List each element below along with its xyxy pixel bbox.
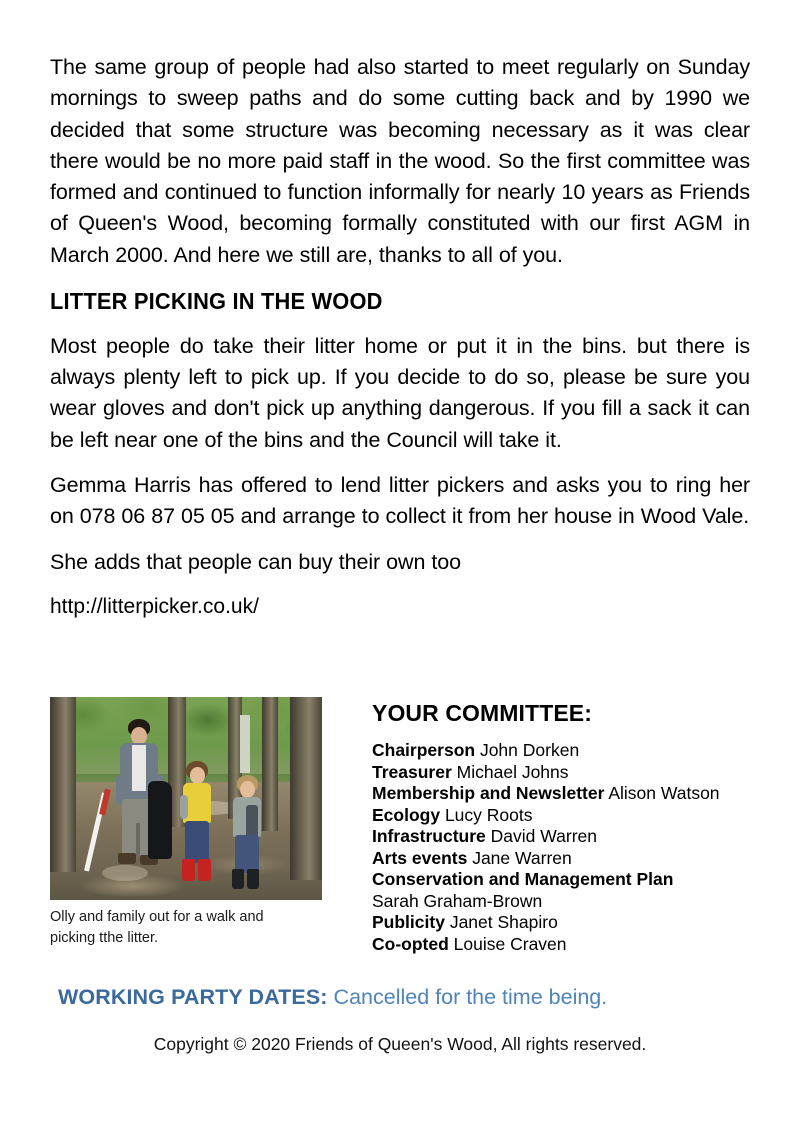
- committee-role: Membership and Newsletter: [372, 783, 605, 804]
- child-grey-figure: [228, 775, 266, 887]
- red-boot-icon: [198, 859, 211, 881]
- list-item: [372, 912, 752, 934]
- committee-name: Sarah Graham-Brown: [372, 890, 543, 911]
- list-item: [372, 869, 752, 912]
- copyright-notice: Copyright © 2020 Friends of Queen's Wood, All rights reserved.: [153, 1034, 647, 1054]
- committee-name: Louise Craven: [453, 933, 567, 954]
- article-content: [50, 52, 750, 621]
- committee-name: Alison Watson: [608, 783, 720, 804]
- history-paragraph: The same group of people had also started to meet regularly on Sunday mornings to sweep paths and do some cutting back and by 1990 we decided that some structure was becoming necessary as it was clear there would be no more paid staff in the wood. So the first committee was formed and continued to function informally for nearly 10 years as Friends of Queen's Wood, becoming formally constituted with our first AGM in March 2000. And here we still are, thanks to all of you.: [50, 55, 750, 267]
- committee-name: John Dorken: [479, 740, 580, 761]
- list-item: [372, 783, 752, 805]
- committee-role: Chairperson: [372, 740, 476, 761]
- head-icon: [240, 781, 255, 798]
- jeans-icon: [235, 835, 259, 873]
- red-boot-icon: [182, 859, 195, 881]
- sleeve-icon: [180, 795, 188, 819]
- held-item-icon: [246, 805, 258, 839]
- list-item: [372, 805, 752, 827]
- rubbish-bag-icon: [148, 781, 172, 859]
- working-party-dates: [58, 984, 607, 1012]
- committee-role: Co-opted: [372, 933, 449, 954]
- list-item: [372, 762, 752, 784]
- black-boot-icon: [247, 869, 259, 889]
- committee-role: Conservation and Management Plan: [372, 869, 674, 890]
- committee-name: Jane Warren: [472, 847, 572, 868]
- tshirt-icon: [132, 745, 146, 791]
- woodland-family-photo: [50, 697, 322, 900]
- committee-name: Janet Shapiro: [449, 912, 558, 933]
- gemma-harris-paragraph: Gemma Harris has offered to lend litter pickers and asks you to ring her on 078 06 87 05 05 and arrange to collect it from her house in Wood Vale.: [50, 472, 750, 529]
- jeans-icon: [185, 821, 209, 863]
- litterpicker-link[interactable]: http://litterpicker.co.uk/: [50, 594, 259, 618]
- committee-name: Lucy Roots: [444, 804, 533, 825]
- list-item: [372, 826, 752, 848]
- black-boot-icon: [232, 869, 244, 889]
- child-yellow-figure: [178, 761, 216, 881]
- committee-role: Infrastructure: [372, 826, 486, 847]
- working-party-label: WORKING PARTY DATES:: [58, 985, 328, 1009]
- committee-list: [372, 740, 752, 955]
- committee-name: Michael Johns: [456, 761, 569, 782]
- page-title-litter-picking: LITTER PICKING IN THE WOOD: [50, 287, 383, 314]
- litter-guidance-paragraph: Most people do take their litter home or put it in the bins. but there is always plenty left to pick up. If you decide to do so, please be sure you wear gloves and don't pick up anything dangerous. If you fill a sack it can be left near one of the bins and the Council will take it.: [50, 333, 750, 452]
- list-item: [372, 848, 752, 870]
- working-party-status: Cancelled for the time being.: [333, 985, 608, 1009]
- committee-name: David Warren: [490, 826, 597, 847]
- committee-role: Treasurer: [372, 761, 452, 782]
- committee-role: Ecology: [372, 804, 441, 825]
- tree-trunk-icon: [290, 697, 322, 880]
- committee-heading: YOUR COMMITTEE:: [372, 700, 592, 726]
- trouser-gap-icon: [136, 823, 140, 857]
- she-adds-paragraph: She adds that people can buy their own too: [50, 549, 461, 574]
- list-item: [372, 740, 752, 762]
- photo-column: [50, 697, 322, 949]
- photo-caption: Olly and family out for a walk and picking tthe litter.: [50, 909, 264, 947]
- committee-role: Arts events: [372, 847, 468, 868]
- boot-icon: [118, 853, 136, 864]
- head-icon: [190, 767, 205, 784]
- committee-role: Publicity: [372, 912, 445, 933]
- tree-trunk-icon: [240, 715, 250, 773]
- committee-column: [372, 701, 752, 955]
- list-item: [372, 934, 752, 956]
- tree-trunk-icon: [50, 697, 76, 872]
